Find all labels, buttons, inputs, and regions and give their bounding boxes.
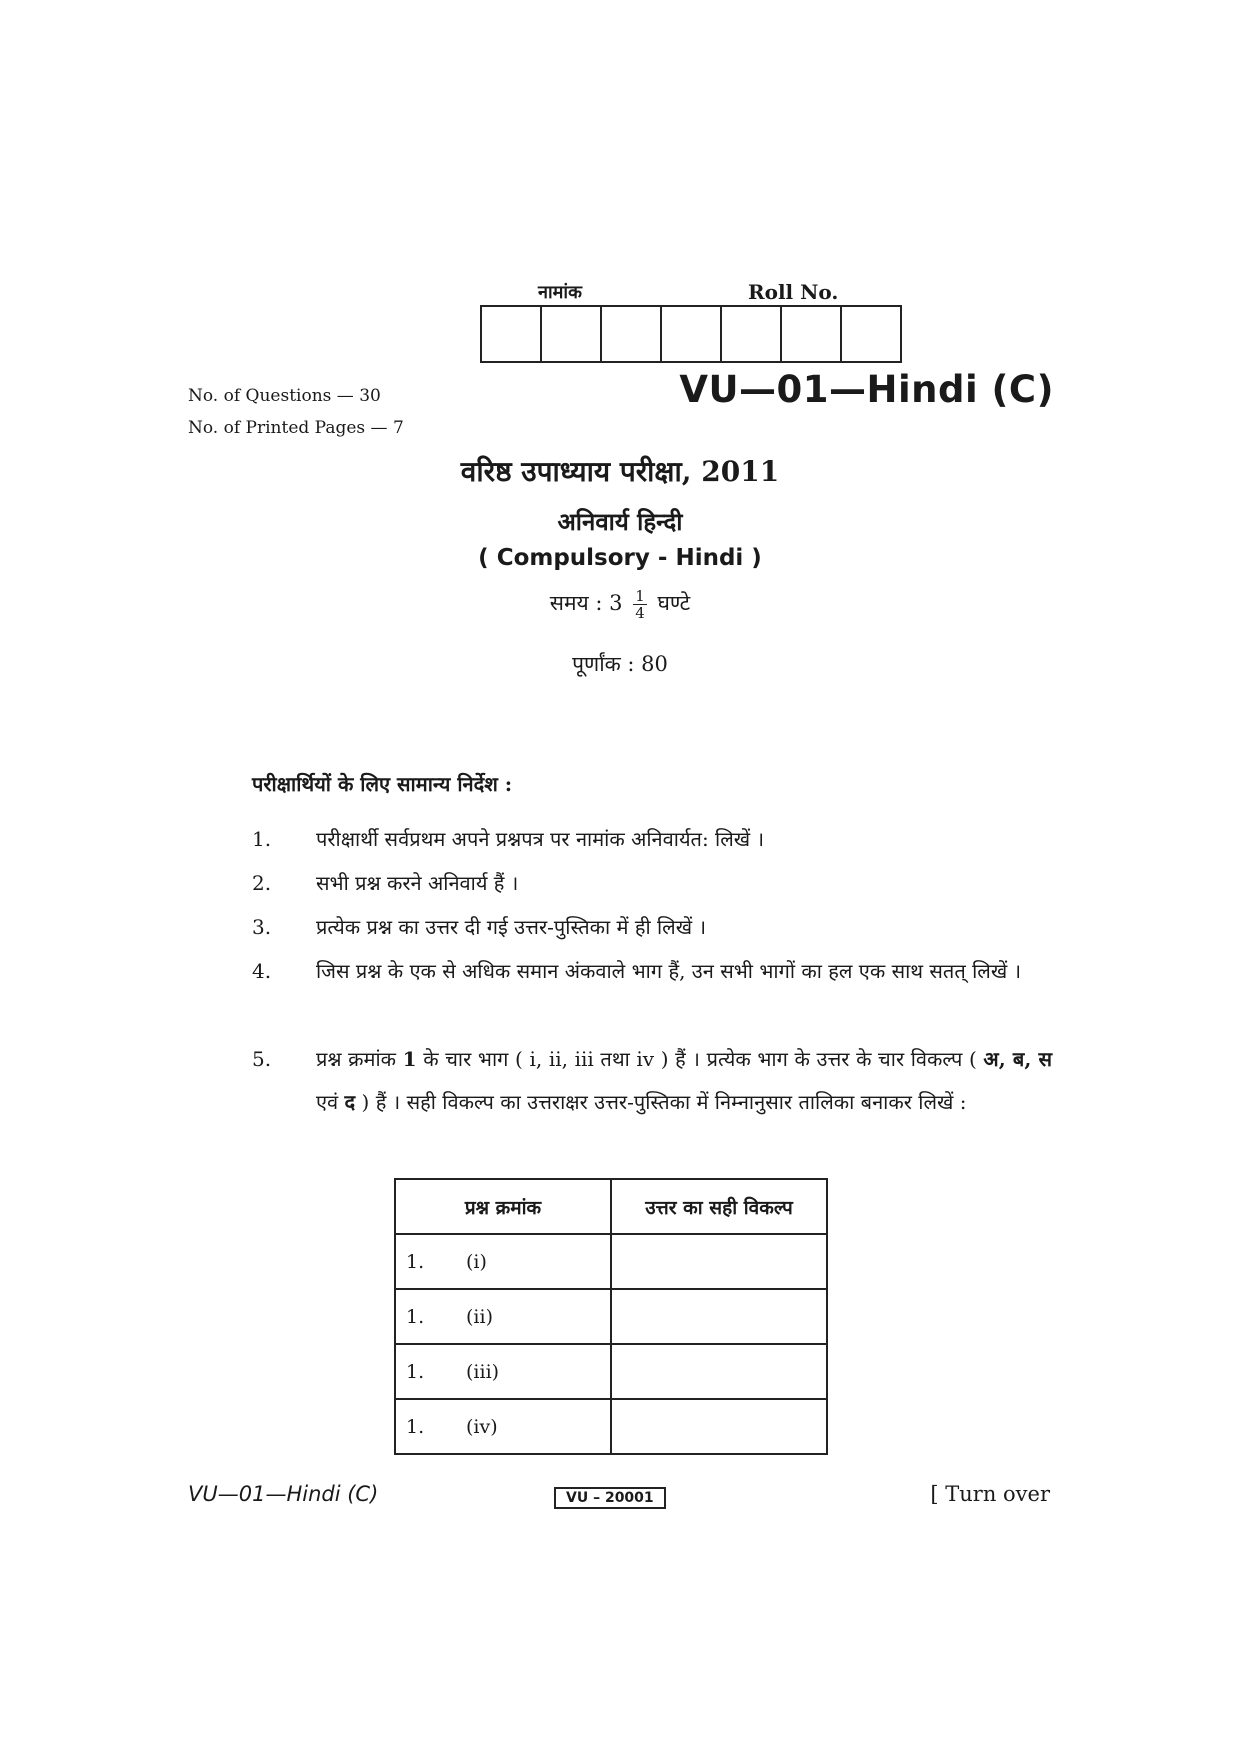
answer-cell [611, 1289, 827, 1344]
instruction-number: 2. [252, 871, 272, 895]
question-number: 1. [406, 1360, 425, 1383]
question-cell [395, 1344, 611, 1399]
question-part: (iv) [466, 1415, 498, 1438]
instruction-text-part: ) हैं । सही विकल्प का उत्तराक्षर उत्तर-पुस्तिका में निम्नानुसार तालिका बनाकर लिखें : [361, 1090, 967, 1114]
table-row [395, 1289, 827, 1344]
time-allowed [0, 588, 1240, 621]
questions-count: No. of Questions — 30 [188, 386, 381, 406]
question-number: 1. [406, 1305, 425, 1328]
fraction-denominator: 4 [635, 604, 645, 622]
roll-box [722, 307, 782, 361]
footer-paper-code: VU—01—Hindi (C) [188, 1482, 379, 1506]
question-cell [395, 1289, 611, 1344]
instruction-item [252, 1038, 1052, 1124]
question-part: (ii) [466, 1305, 493, 1328]
instruction-item [252, 950, 1052, 993]
printed-pages: No. of Printed Pages — 7 [188, 418, 404, 438]
instruction-number: 3. [252, 915, 272, 939]
time-prefix: समय : 3 [549, 591, 623, 615]
answer-cell [611, 1399, 827, 1454]
instruction-text-part: प्रश्न क्रमांक [316, 1047, 397, 1071]
time-suffix: घण्टे [657, 591, 691, 615]
footer-turn-over: [ Turn over [930, 1482, 1050, 1506]
roll-box [542, 307, 602, 361]
instruction-number: 5. [252, 1047, 272, 1071]
roll-number-boxes [480, 305, 902, 363]
instruction-number: 1. [252, 827, 272, 851]
roll-box [662, 307, 722, 361]
roll-no-label: Roll No. [748, 280, 839, 304]
question-part: (iii) [466, 1360, 500, 1383]
answer-cell [611, 1234, 827, 1289]
instructions-heading: परीक्षार्थियों के लिए सामान्य निर्देश : [252, 772, 513, 796]
header-question-number: प्रश्न क्रमांक [395, 1179, 611, 1234]
answer-cell [611, 1344, 827, 1399]
instruction-number: 4. [252, 959, 272, 983]
roll-box [842, 307, 900, 361]
instruction-text: परीक्षार्थी सर्वप्रथम अपने प्रश्नपत्र पर नामांक अनिवार्यत: लिखें । [316, 827, 765, 851]
exam-title: वरिष्ठ उपाध्याय परीक्षा, 2011 [460, 455, 780, 488]
instruction-text [316, 1038, 1052, 1124]
subject-english: ( Compulsory - Hindi ) [478, 545, 762, 571]
instruction-text: जिस प्रश्न के एक से अधिक समान अंकवाले भाग हैं, उन सभी भागों का हल एक साथ सतत् लिखें । [316, 959, 1022, 983]
question-cell [395, 1399, 611, 1454]
subject-hindi: अनिवार्य हिन्दी [557, 507, 683, 536]
roll-box [782, 307, 842, 361]
instruction-text: सभी प्रश्न करने अनिवार्य हैं । [316, 871, 519, 895]
question-number: 1. [406, 1415, 425, 1438]
table-row [395, 1234, 827, 1289]
answer-table [394, 1178, 828, 1455]
question-cell [395, 1234, 611, 1289]
table-row [395, 1399, 827, 1454]
instruction-item [252, 818, 1052, 861]
paper-code: VU—01—Hindi (C) [679, 368, 1054, 411]
question-number: 1. [406, 1250, 425, 1273]
footer-serial-code: VU – 20001 [554, 1487, 666, 1509]
full-marks: पूर्णांक : 80 [572, 652, 668, 676]
table-row [395, 1344, 827, 1399]
instruction-bold-part: 1 [402, 1047, 417, 1071]
roll-box [602, 307, 662, 361]
instruction-item [252, 906, 1052, 949]
instruction-bold-part: द [344, 1090, 356, 1114]
roll-box [482, 307, 542, 361]
fraction-numerator: 1 [635, 587, 645, 605]
instruction-text-part: एवं [316, 1090, 339, 1114]
instruction-bold-part: अ, ब, स [983, 1047, 1053, 1071]
instruction-text-part: के चार भाग ( i, ii, iii तथा iv ) हैं । प्रत्येक भाग के उत्तर के चार विकल्प ( [423, 1047, 977, 1071]
table-header-row [395, 1179, 827, 1234]
namank-label: नामांक [538, 282, 582, 303]
header-correct-option: उत्तर का सही विकल्प [611, 1179, 827, 1234]
instruction-item [252, 862, 1052, 905]
time-fraction [633, 588, 647, 621]
instruction-text: प्रत्येक प्रश्न का उत्तर दी गई उत्तर-पुस्तिका में ही लिखें । [316, 915, 707, 939]
question-part: (i) [466, 1250, 487, 1273]
